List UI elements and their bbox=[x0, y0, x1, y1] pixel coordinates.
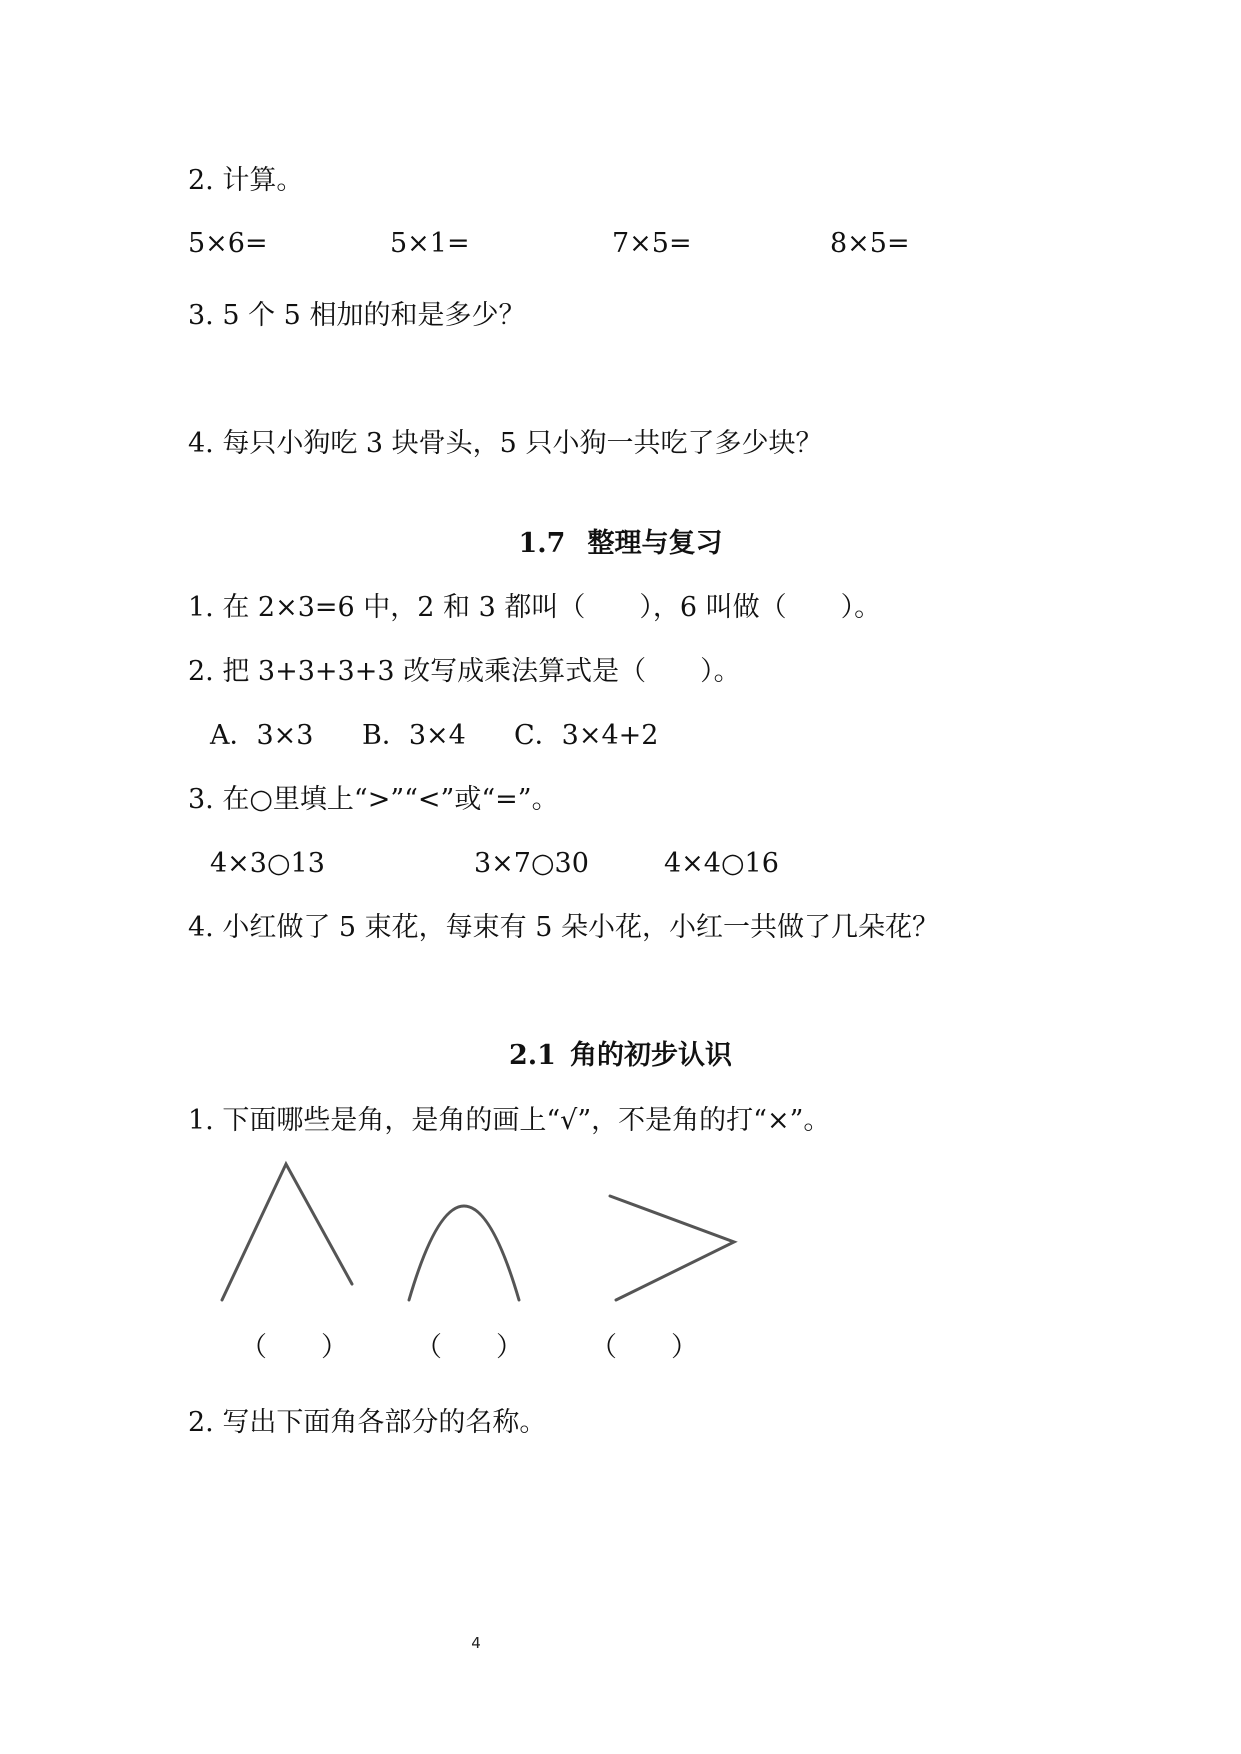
question-3-title: 3. 5 个 5 相加的和是多少？ bbox=[188, 300, 526, 331]
question-2-title: 2. 计算。 bbox=[188, 165, 304, 196]
option-a: A．3×3 bbox=[210, 720, 314, 751]
section-heading-1-7 bbox=[0, 526, 1241, 562]
section-heading-2-1 bbox=[0, 1038, 1241, 1074]
calc-item-1: 5×6= bbox=[188, 228, 268, 259]
figure-angle-right bbox=[610, 1196, 734, 1300]
section-number: 2.1 bbox=[509, 1040, 556, 1071]
review-question-1: 1. 在 2×3=6 中，2 和 3 都叫（ ），6 叫做（ ）。 bbox=[188, 592, 882, 623]
review-question-4: 4. 小红做了 5 束花，每束有 5 朵小花，小红一共做了几朵花？ bbox=[188, 912, 940, 943]
question-4-title: 4. 每只小狗吃 3 块骨头，5 只小狗一共吃了多少块？ bbox=[188, 428, 823, 459]
page-number: 4 bbox=[471, 1634, 481, 1652]
answer-box-1[interactable]: （ ） bbox=[240, 1332, 348, 1363]
compare-item-2: 3×7○30 bbox=[474, 848, 589, 879]
angle-figures bbox=[210, 1160, 740, 1310]
section-title: 角的初步认识 bbox=[569, 1040, 732, 1071]
calc-item-4: 8×5= bbox=[830, 228, 910, 259]
option-b: B．3×4 bbox=[362, 720, 466, 751]
answer-box-2[interactable]: （ ） bbox=[415, 1332, 523, 1363]
figure-angle-peak bbox=[222, 1164, 352, 1300]
compare-item-3: 4×4○16 bbox=[664, 848, 779, 879]
compare-item-1: 4×3○13 bbox=[210, 848, 325, 879]
figure-arch-curve bbox=[409, 1206, 519, 1300]
calc-item-3: 7×5= bbox=[612, 228, 692, 259]
angle-question-1: 1. 下面哪些是角，是角的画上“√”，不是角的打“×”。 bbox=[188, 1105, 831, 1136]
option-c: C．3×4+2 bbox=[514, 720, 659, 751]
angle-question-2: 2. 写出下面角各部分的名称。 bbox=[188, 1407, 547, 1438]
answer-box-3[interactable]: （ ） bbox=[590, 1332, 698, 1363]
section-title: 整理与复习 bbox=[587, 528, 723, 559]
calc-item-2: 5×1= bbox=[390, 228, 470, 259]
review-question-2: 2. 把 3+3+3+3 改写成乘法算式是（ ）。 bbox=[188, 656, 741, 687]
review-question-3: 3. 在○里填上“>”“<”或“=”。 bbox=[188, 784, 559, 815]
section-number: 1.7 bbox=[518, 528, 566, 559]
